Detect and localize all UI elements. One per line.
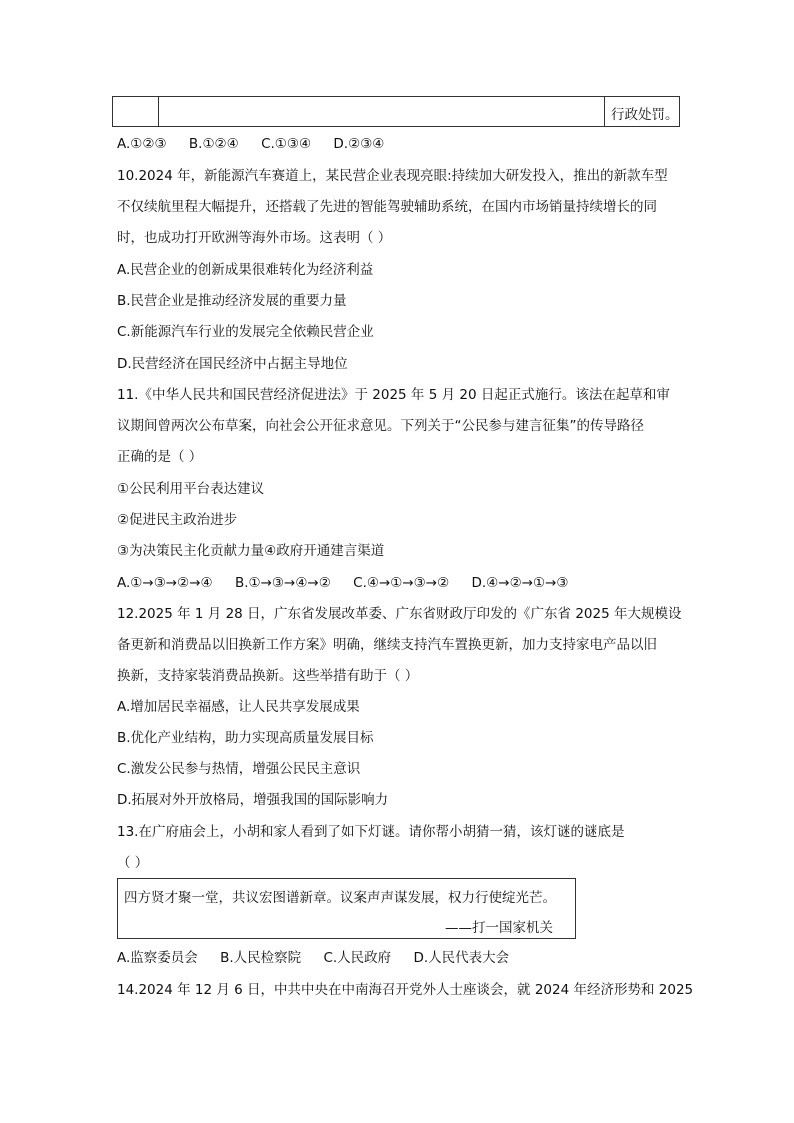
table-cell-index (113, 97, 159, 126)
q10-stem-line-1: 10.2024 年，新能源汽车赛道上，某民营企业表现亮眼:持续加大研发投入，推出的新款车型 (117, 168, 668, 184)
q11-option-b: B.①→③→④→② (234, 575, 331, 591)
q13-stem-line-2: （ ） (117, 855, 149, 871)
q11-option-a: A.①→③→②→④ (117, 575, 213, 591)
q13-options (117, 949, 687, 967)
q12-option-c: C.激发公民参与热情，增强公民民主意识 (117, 761, 361, 777)
q12-option-a: A.增加居民幸福感，让人民共享发展成果 (117, 699, 360, 715)
q11-option-d: D.④→②→①→③ (471, 575, 569, 591)
q9-option-b: B.①②④ (188, 136, 239, 152)
table-cell-content (158, 97, 605, 126)
q11-stem-line-1: 11.《中华人民共和国民营经济促进法》于 2025 年 5 月 20 日起正式施行。该法在起草和审 (117, 387, 670, 403)
q10-option-d: D.民营经济在国民经济中占据主导地位 (117, 356, 348, 372)
q11-option-c: C.④→①→③→② (353, 575, 450, 591)
q10-option-a: A.民营企业的创新成果很难转化为经济利益 (117, 262, 374, 278)
q10-option-b: B.民营企业是推动经济发展的重要力量 (117, 293, 347, 309)
q9-option-d: D.②③④ (333, 136, 385, 152)
q11-item-2: ②促进民主政治进步 (117, 512, 238, 528)
q11-options (117, 574, 687, 592)
q13-stem-line-1: 13.在广府庙会上，小胡和家人看到了如下灯谜。请你帮小胡猜一猜，该灯谜的谜底是 (117, 824, 625, 840)
q13-option-c: C.人民政府 (323, 950, 392, 966)
q13-option-b: B.人民检察院 (220, 950, 302, 966)
q11-item-1: ①公民利用平台表达建议 (117, 481, 265, 497)
q11-stem-line-2: 议期间曾两次公布草案，向社会公开征求意见。下列关于“公民参与建言征集”的传导路径 (117, 418, 644, 434)
q9-option-c: C.①③④ (261, 136, 312, 152)
q12-stem-line-2: 备更新和消费品以旧换新工作方案》明确，继续支持汽车置换更新，加力支持家电产品以旧 (117, 637, 657, 653)
q11-item-3-4: ③为决策民主化贡献力量④政府开通建言渠道 (117, 543, 385, 559)
q12-option-b: B.优化产业结构，助力实现高质量发展目标 (117, 730, 374, 746)
q12-option-d: D.拓展对外开放格局，增强我国的国际影响力 (117, 792, 389, 808)
q10-stem-line-2: 不仅续航里程大幅提升，还搭载了先进的智能驾驶辅助系统，在国内市场销量持续增长的同 (117, 199, 657, 215)
q10-stem-line-3: 时，也成功打开欧洲等海外市场。这表明（ ） (117, 230, 392, 246)
q14-stem-line-1: 14.2024 年 12 月 6 日，中共中央在中南海召开党外人士座谈会，就 2024 年经济形势和 2025 (117, 982, 694, 998)
top-table-fragment (112, 96, 680, 127)
q11-stem-line-3: 正确的是（ ） (117, 449, 203, 465)
q9-option-a: A.①②③ (117, 136, 167, 152)
riddle-box (117, 878, 576, 939)
q12-stem-line-1: 12.2025 年 1 月 28 日，广东省发展改革委、广东省财政厅印发的《广东省 2025 年大规模设 (117, 606, 682, 622)
q12-stem-line-3: 换新，支持家装消费品换新。这些举措有助于（ ） (117, 668, 419, 684)
q10-option-c: C.新能源汽车行业的发展完全依赖民营企业 (117, 324, 374, 340)
riddle-text: 四方贤才聚一堂，共议宏图谱新章。议案声声谋发展，权力行使绽光芒。 (124, 890, 556, 906)
q13-option-a: A.监察委员会 (117, 950, 198, 966)
table-cell-result: 行政处罚。 (611, 107, 679, 123)
riddle-hint: ——打一国家机关 (445, 920, 553, 936)
q9-options (117, 135, 687, 153)
q13-option-d: D.人民代表大会 (413, 950, 510, 966)
